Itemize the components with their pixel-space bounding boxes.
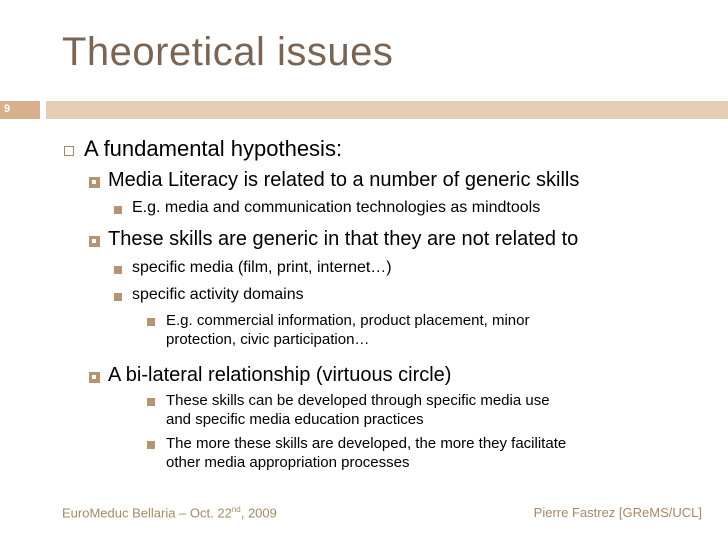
filled-square-bullet-icon xyxy=(89,372,100,383)
title-divider-bar xyxy=(46,101,728,119)
footer-event-prefix: EuroMeduc Bellaria – Oct. 22 xyxy=(62,505,232,521)
bullet-level4-c-line2: other media appropriation processes xyxy=(166,454,410,471)
slide-title: Theoretical issues xyxy=(62,30,394,74)
bullet-level2-c: A bi-lateral relationship (virtuous circle) xyxy=(108,364,452,386)
filled-square-bullet-icon xyxy=(89,177,100,188)
solid-square-bullet-icon xyxy=(147,398,155,406)
solid-square-bullet-icon xyxy=(147,441,155,449)
footer-author: Pierre Fastrez [GReMS/UCL] xyxy=(533,505,702,520)
bullet-level3-c: specific activity domains xyxy=(132,286,304,303)
slide-number-box xyxy=(0,101,40,119)
solid-square-bullet-icon xyxy=(114,206,122,214)
footer-event-suffix: , 2009 xyxy=(240,505,277,521)
bullet-level4-b-line1: These skills can be developed through specific media use xyxy=(166,392,550,409)
bullet-level1: A fundamental hypothesis: xyxy=(84,136,343,161)
solid-square-bullet-icon xyxy=(147,318,155,326)
bullet-level4-b xyxy=(166,391,550,429)
filled-square-bullet-icon xyxy=(89,236,100,247)
bullet-level4-b-line2: and specific media education practices xyxy=(166,411,424,428)
solid-square-bullet-icon xyxy=(114,266,122,274)
solid-square-bullet-icon xyxy=(114,293,122,301)
footer-event xyxy=(62,505,277,520)
bullet-level2-b: These skills are generic in that they are not related to xyxy=(108,228,579,250)
outline-square-bullet-icon xyxy=(64,146,74,156)
slide-number: 9 xyxy=(4,103,11,115)
bullet-level4-c xyxy=(166,434,566,472)
bullet-level4-a-line1: E.g. commercial information, product placement, minor xyxy=(166,312,530,329)
bullet-level3-b: specific media (film, print, internet…) xyxy=(132,259,392,276)
bullet-level3-a: E.g. media and communication technologies as mindtools xyxy=(132,199,541,216)
bullet-level4-a xyxy=(166,311,529,349)
bullet-level4-a-line2: protection, civic participation… xyxy=(166,331,370,348)
footer-event-sup: nd xyxy=(231,505,241,514)
bullet-level2-a: Media Literacy is related to a number of generic skills xyxy=(108,169,580,191)
bullet-level4-c-line1: The more these skills are developed, the more they facilitate xyxy=(166,435,567,452)
